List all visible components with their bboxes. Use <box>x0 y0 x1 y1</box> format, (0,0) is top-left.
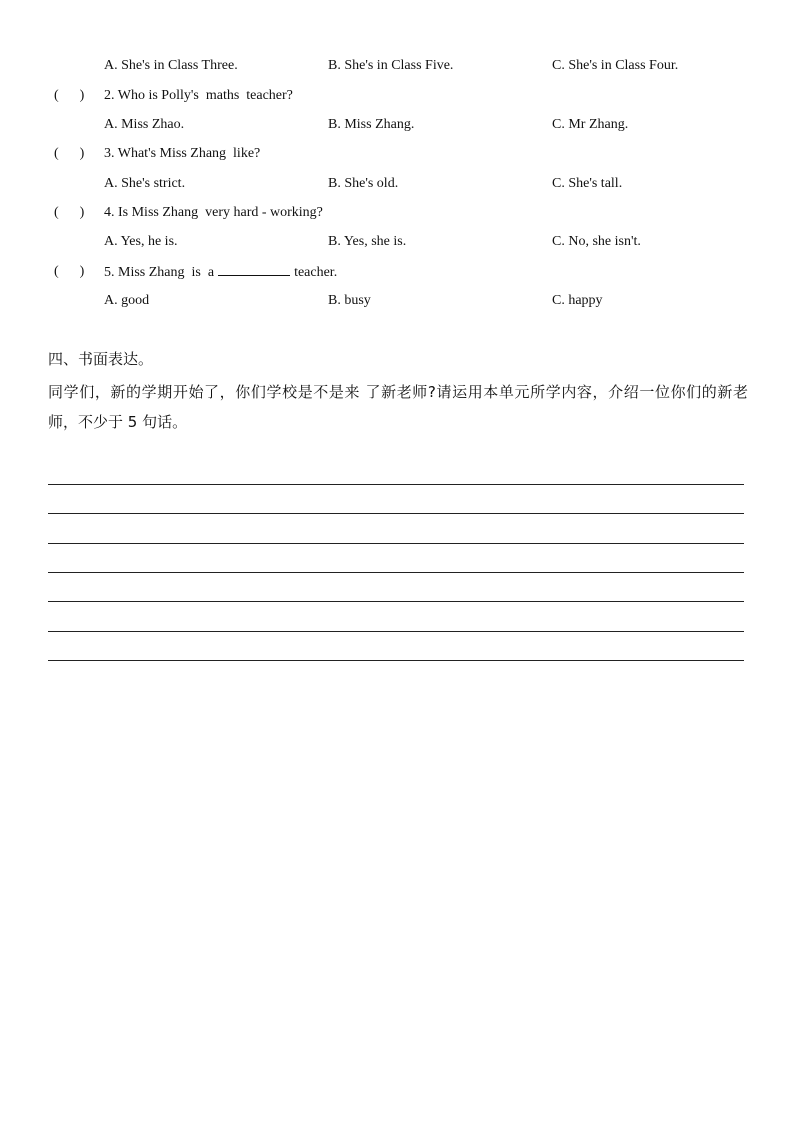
question-3 <box>0 143 794 165</box>
q4-option-b: B. Yes, she is. <box>328 234 407 249</box>
q2-option-c: C. Mr Zhang. <box>552 117 629 132</box>
question-4-options <box>0 231 794 253</box>
section-title: 四、书面表达。 <box>48 350 154 368</box>
writing-line[interactable] <box>48 660 744 661</box>
writing-line[interactable] <box>48 601 744 602</box>
q1-option-a: A. She's in Class Three. <box>104 58 238 73</box>
question-2-options <box>0 114 794 136</box>
writing-line[interactable] <box>48 543 744 544</box>
q5-option-b: B. busy <box>328 293 371 308</box>
question-5-text-after: teacher. <box>294 265 338 280</box>
q3-option-a: A. She's strict. <box>104 176 186 191</box>
question-5-text-before: 5. Miss Zhang is a <box>104 265 215 280</box>
fill-in-blank-line[interactable] <box>218 261 290 276</box>
writing-line[interactable] <box>48 513 744 514</box>
answer-blank-paren[interactable]: ( ) <box>54 264 85 279</box>
question-5-options <box>0 290 794 312</box>
answer-blank-paren[interactable]: ( ) <box>54 205 85 220</box>
question-5-text <box>104 261 337 284</box>
question-5 <box>0 261 794 283</box>
writing-line[interactable] <box>48 484 744 485</box>
writing-instruction: 同学们，新的学期开始了，你们学校是不是来 了新老师?请运用本单元所学内容，介绍一位你们的新老师，不少于 5 句话。 <box>48 383 748 431</box>
question-1-options <box>0 55 794 77</box>
question-3-options <box>0 173 794 195</box>
q5-option-c: C. happy <box>552 293 603 308</box>
q5-option-a: A. good <box>104 293 150 308</box>
q3-option-c: C. She's tall. <box>552 176 623 191</box>
question-3-text: 3. What's Miss Zhang like? <box>104 146 261 161</box>
writing-line[interactable] <box>48 572 744 573</box>
question-4 <box>0 202 794 224</box>
q2-option-b: B. Miss Zhang. <box>328 117 415 132</box>
q1-option-b: B. She's in Class Five. <box>328 58 454 73</box>
question-2 <box>0 85 794 107</box>
writing-line[interactable] <box>48 631 744 632</box>
q3-option-b: B. She's old. <box>328 176 399 191</box>
q2-option-a: A. Miss Zhao. <box>104 117 185 132</box>
q4-option-c: C. No, she isn't. <box>552 234 641 249</box>
q1-option-c: C. She's in Class Four. <box>552 58 679 73</box>
answer-blank-paren[interactable]: ( ) <box>54 88 85 103</box>
answer-blank-paren[interactable]: ( ) <box>54 146 85 161</box>
question-4-text: 4. Is Miss Zhang very hard - working? <box>104 205 323 220</box>
question-2-text: 2. Who is Polly's maths teacher? <box>104 88 293 103</box>
q4-option-a: A. Yes, he is. <box>104 234 178 249</box>
